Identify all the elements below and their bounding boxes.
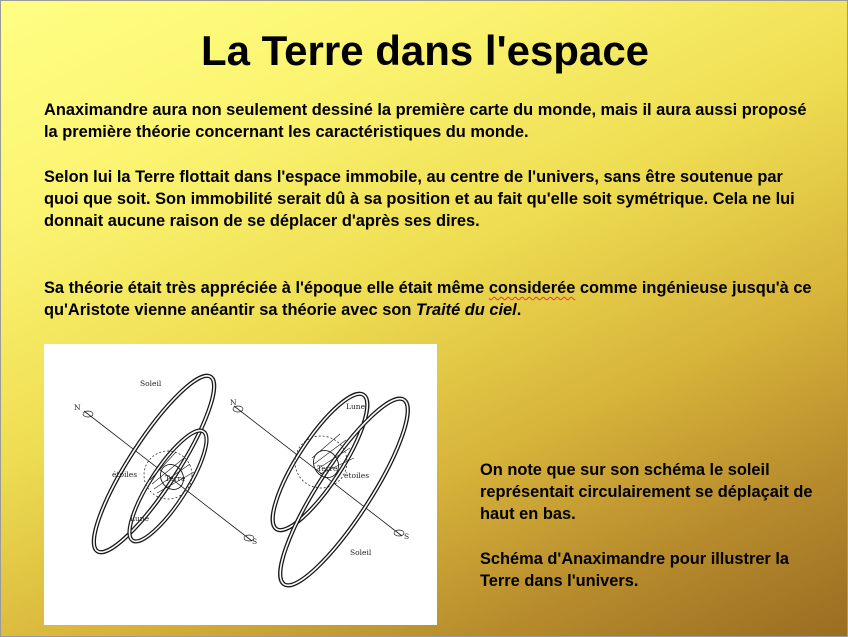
paragraph-reception-start: Sa théorie était très appréciée à l'époque elle était même	[44, 279, 489, 297]
left-north-label: N	[74, 403, 81, 412]
right-south-pole-marker	[394, 530, 404, 536]
left-south-label: S	[252, 537, 258, 546]
left-stars-label: étoiles	[112, 470, 138, 479]
right-sun-label: Soleil	[350, 548, 372, 557]
right-diagram	[233, 383, 426, 598]
paragraph-reception-end: .	[516, 301, 522, 320]
paragraph-reception	[44, 277, 819, 321]
paragraph-intro: Anaximandre aura non seulement dessiné la première carte du monde, mais il aura aussi proposé la première théorie concernant les caractéristiques du monde.	[44, 101, 807, 142]
paragraph-reception-middle: comme ingénieuse jusqu'à ce qu'Aristote vienne anéantir sa théorie avec son	[44, 279, 812, 320]
caption-diagram-description: Schéma d'Anaximandre pour illustrer la Terre dans l'univers.	[480, 549, 790, 590]
spellcheck-word: considerée	[488, 279, 576, 297]
left-diagram	[77, 364, 254, 565]
left-sun-ring-outer	[77, 364, 231, 565]
left-earth-label: Terre	[165, 474, 186, 483]
left-moon-label: Lune	[130, 514, 150, 523]
right-earth-label: Terre	[317, 464, 338, 473]
caption-sun-motion: On note que sur son schéma le soleil représentait circulairement se déplaçait de haut en bas.	[480, 461, 813, 524]
caption-block	[480, 459, 820, 592]
right-sun-ring-outer	[262, 386, 425, 599]
right-stars-label: étoiles	[344, 471, 370, 480]
diagram-drawing	[44, 344, 437, 625]
anaximandre-diagram-image	[44, 344, 437, 625]
right-moon-label: Lune	[346, 402, 366, 411]
slide-title: La Terre dans l'espace	[200, 27, 650, 74]
right-sun-ring-inner	[262, 386, 425, 599]
right-south-label: S	[404, 532, 410, 541]
right-north-label: N	[230, 398, 237, 407]
paragraph-theory: Selon lui la Terre flottait dans l'espace immobile, au centre de l'univers, sans être soutenue par quoi que soit. Son immobilité serait dû à sa position et au fait qu'elle soit symétrique. Cela ne lui donnait aucune raison de se déplacer d'après ses dires.	[44, 168, 795, 231]
book-title: Traité du ciel	[415, 301, 517, 320]
left-sun-label: Soleil	[140, 379, 162, 388]
left-sun-ring-inner	[77, 364, 231, 565]
